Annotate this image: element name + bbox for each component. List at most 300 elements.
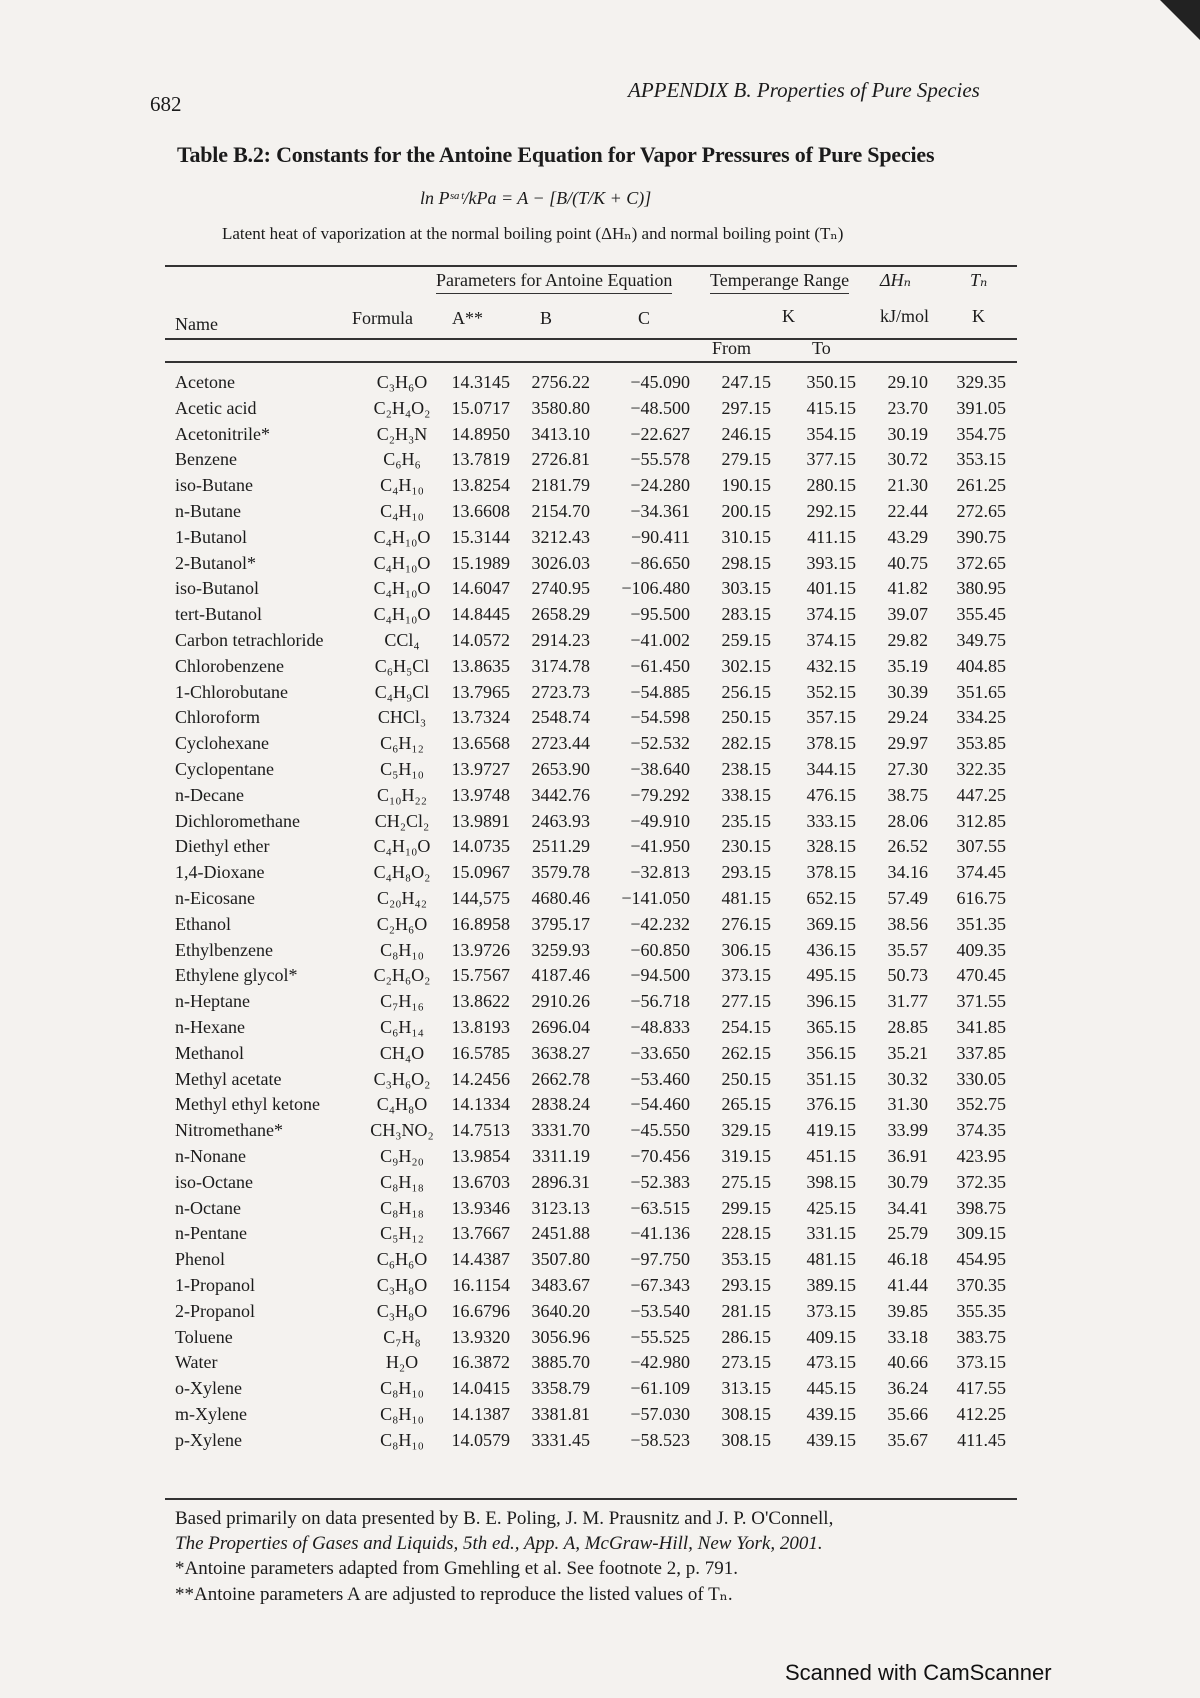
header-b: B <box>540 308 553 328</box>
boiling-point-cell: 355.35 <box>956 1300 1006 1321</box>
boiling-point-cell: 353.85 <box>956 733 1006 754</box>
temp-from-cell: 228.15 <box>721 1223 771 1244</box>
table-row <box>0 862 1200 888</box>
table-row <box>0 553 1200 579</box>
param-a-cell: 13.6568 <box>451 733 510 754</box>
param-b-cell: 2662.78 <box>531 1068 590 1089</box>
param-a-cell: 14.1334 <box>451 1094 510 1115</box>
boiling-point-cell: 412.25 <box>956 1404 1006 1424</box>
formula-cell: C₂H₃N <box>376 423 428 444</box>
param-b-cell: 3640.20 <box>531 1300 590 1321</box>
param-c-cell: −54.460 <box>630 1094 690 1115</box>
param-c-cell: −41.950 <box>630 836 690 857</box>
header-rule <box>165 338 1017 340</box>
header-temp-range-group: Temperange Range <box>710 270 849 294</box>
top-rule <box>165 265 1017 267</box>
formula-cell: CHCl₃ <box>377 707 427 728</box>
param-c-cell: −42.980 <box>630 1352 690 1373</box>
temp-from-cell: 200.15 <box>721 501 771 521</box>
table-row <box>0 733 1200 759</box>
table-row <box>0 1301 1200 1327</box>
delta-h-cell: 25.79 <box>887 1223 928 1244</box>
param-b-cell: 2181.79 <box>531 475 590 496</box>
formula-cell: C₄H₁₀O <box>373 604 431 625</box>
boiling-point-cell: 411.45 <box>957 1429 1006 1450</box>
param-b-cell: 3580.80 <box>531 397 590 418</box>
header-formula: Formula <box>352 308 413 328</box>
temp-from-cell: 338.15 <box>721 784 771 805</box>
boiling-point-cell: 354.75 <box>956 423 1006 444</box>
species-name-cell: n-Decane <box>175 784 244 805</box>
page-number: 682 <box>150 92 182 116</box>
table-row <box>0 1094 1200 1120</box>
boiling-point-cell: 404.85 <box>956 655 1006 676</box>
delta-h-cell: 30.79 <box>887 1171 928 1192</box>
temp-from-cell: 250.15 <box>721 707 771 728</box>
delta-h-cell: 29.24 <box>887 707 928 728</box>
temp-from-cell: 297.15 <box>721 397 771 418</box>
temp-from-cell: 310.15 <box>721 526 771 547</box>
table-row <box>0 449 1200 475</box>
param-c-cell: −24.280 <box>630 475 690 496</box>
species-name-cell: iso-Octane <box>175 1171 253 1192</box>
table-row <box>0 1043 1200 1069</box>
boiling-point-cell: 391.05 <box>956 397 1006 418</box>
header-tn: Tₙ <box>970 270 988 290</box>
temp-from-cell: 256.15 <box>721 681 771 702</box>
param-a-cell: 14.0572 <box>451 630 510 650</box>
temp-to-cell: 415.15 <box>806 397 856 418</box>
param-b-cell: 2896.31 <box>531 1171 590 1192</box>
param-a-cell: 14.1387 <box>451 1404 510 1424</box>
param-b-cell: 3579.78 <box>531 862 590 883</box>
delta-h-cell: 31.30 <box>887 1094 928 1115</box>
formula-cell: C₆H₁₄ <box>380 1017 424 1037</box>
formula-cell: C₅H₁₂ <box>380 1223 424 1244</box>
temp-from-cell: 265.15 <box>721 1094 771 1115</box>
formula-cell: C₈H₁₀ <box>380 939 424 960</box>
species-name-cell: Ethylbenzene <box>175 939 273 960</box>
species-name-cell: 1-Chlorobutane <box>175 681 288 702</box>
param-b-cell: 4680.46 <box>531 888 590 908</box>
temp-from-cell: 329.15 <box>721 1120 771 1141</box>
param-c-cell: −67.343 <box>630 1275 690 1295</box>
param-b-cell: 2154.70 <box>531 501 590 521</box>
formula-cell: C₆H₆O <box>376 1249 428 1270</box>
param-c-cell: −57.030 <box>630 1404 690 1424</box>
param-c-cell: −61.109 <box>630 1378 690 1399</box>
param-a-cell: 16.3872 <box>451 1352 510 1373</box>
temp-from-cell: 262.15 <box>721 1042 771 1063</box>
boiling-point-cell: 616.75 <box>956 888 1006 908</box>
table-row <box>0 1430 1200 1456</box>
temp-from-cell: 259.15 <box>721 630 771 650</box>
param-a-cell: 14.7513 <box>451 1120 510 1141</box>
param-b-cell: 3413.10 <box>531 423 590 444</box>
table-row <box>0 1275 1200 1301</box>
table-row <box>0 398 1200 424</box>
param-c-cell: −60.850 <box>630 939 690 960</box>
temp-from-cell: 281.15 <box>721 1300 771 1321</box>
boiling-point-cell: 371.55 <box>956 991 1006 1012</box>
temp-to-cell: 376.15 <box>806 1094 856 1115</box>
param-b-cell: 2723.73 <box>531 681 590 702</box>
boiling-point-cell: 307.55 <box>956 836 1006 857</box>
temp-to-cell: 378.15 <box>806 862 856 883</box>
species-name-cell: Benzene <box>175 449 237 470</box>
table-row <box>0 527 1200 553</box>
delta-h-cell: 33.99 <box>887 1120 928 1141</box>
delta-h-cell: 36.91 <box>887 1146 928 1166</box>
temp-to-cell: 481.15 <box>806 1249 856 1270</box>
temp-to-cell: 419.15 <box>806 1120 856 1141</box>
formula-cell: H₂O <box>385 1352 419 1373</box>
table-row <box>0 501 1200 527</box>
header-a: A** <box>452 308 483 328</box>
formula-cell: C₈H₁₈ <box>380 1171 424 1192</box>
param-b-cell: 2838.24 <box>531 1094 590 1115</box>
camscanner-watermark: Scanned with CamScanner <box>785 1660 1052 1685</box>
temp-to-cell: 436.15 <box>806 939 856 960</box>
formula-cell: C₆H₅Cl <box>374 655 430 676</box>
param-c-cell: −42.232 <box>630 913 690 934</box>
temp-to-cell: 439.15 <box>806 1404 856 1424</box>
formula-cell: C₂H₄O₂ <box>373 397 431 418</box>
footnote-source-1: Based primarily on data presented by B. E. Poling, J. M. Prausnitz and J. P. O'Connell, <box>175 1508 834 1529</box>
species-name-cell: 2-Butanol* <box>175 552 256 573</box>
boiling-point-cell: 370.35 <box>956 1275 1006 1295</box>
delta-h-cell: 41.44 <box>887 1275 928 1295</box>
boiling-point-cell: 374.45 <box>956 862 1006 883</box>
param-a-cell: 13.7819 <box>451 449 510 470</box>
delta-h-cell: 31.77 <box>887 991 928 1012</box>
boiling-point-cell: 374.35 <box>956 1120 1006 1141</box>
species-name-cell: Nitromethane* <box>175 1120 283 1141</box>
formula-cell: C₄H₈O₂ <box>373 862 431 883</box>
temp-to-cell: 374.15 <box>806 630 856 650</box>
species-name-cell: Acetone <box>175 372 235 392</box>
footnote-source-2: The Properties of Gases and Liquids, 5th ed., App. A, McGraw-Hill, New York, 2001. <box>175 1533 823 1554</box>
param-b-cell: 2463.93 <box>531 810 590 831</box>
boiling-point-cell: 341.85 <box>956 1017 1006 1037</box>
delta-h-cell: 29.10 <box>887 372 928 392</box>
delta-h-cell: 41.82 <box>887 578 928 599</box>
param-b-cell: 3123.13 <box>531 1197 590 1218</box>
temp-from-cell: 293.15 <box>721 862 771 883</box>
species-name-cell: tert-Butanol <box>175 604 262 625</box>
table-row <box>0 1017 1200 1043</box>
param-b-cell: 3885.70 <box>531 1352 590 1373</box>
temp-to-cell: 393.15 <box>806 552 856 573</box>
delta-h-cell: 30.32 <box>887 1068 928 1089</box>
species-name-cell: Acetic acid <box>175 397 257 418</box>
table-row <box>0 424 1200 450</box>
delta-h-cell: 28.06 <box>887 810 928 831</box>
delta-h-cell: 22.44 <box>887 501 928 521</box>
temp-from-cell: 303.15 <box>721 578 771 599</box>
param-b-cell: 2451.88 <box>531 1223 590 1244</box>
temp-to-cell: 373.15 <box>806 1300 856 1321</box>
param-b-cell: 3174.78 <box>531 655 590 676</box>
delta-h-cell: 57.49 <box>887 888 928 908</box>
running-header: APPENDIX B. Properties of Pure Species <box>628 78 980 102</box>
temp-to-cell: 495.15 <box>806 965 856 986</box>
param-a-cell: 14.0579 <box>451 1429 510 1450</box>
temp-to-cell: 425.15 <box>806 1197 856 1218</box>
param-a-cell: 16.5785 <box>451 1042 510 1063</box>
temp-from-cell: 190.15 <box>721 475 771 496</box>
param-c-cell: −94.500 <box>630 965 690 986</box>
temp-from-cell: 298.15 <box>721 552 771 573</box>
delta-h-cell: 29.97 <box>887 733 928 754</box>
param-c-cell: −54.885 <box>630 681 690 702</box>
delta-h-cell: 40.66 <box>887 1352 928 1373</box>
param-b-cell: 3507.80 <box>531 1249 590 1270</box>
header-temp-unit: K <box>782 306 795 326</box>
boiling-point-cell: 322.35 <box>956 759 1006 779</box>
param-a-cell: 14.0415 <box>451 1378 510 1399</box>
param-c-cell: −63.515 <box>630 1197 690 1218</box>
temp-from-cell: 373.15 <box>721 965 771 986</box>
delta-h-cell: 50.73 <box>887 965 928 986</box>
formula-cell: C₈H₁₀ <box>380 1378 424 1399</box>
temp-to-cell: 411.15 <box>807 526 856 547</box>
species-name-cell: Water <box>175 1352 218 1373</box>
param-c-cell: −61.450 <box>630 655 690 676</box>
table-row <box>0 1120 1200 1146</box>
species-name-cell: Dichloromethane <box>175 810 300 831</box>
table-row <box>0 914 1200 940</box>
boiling-point-cell: 398.75 <box>956 1197 1006 1218</box>
formula-cell: C₄H₁₀O <box>373 526 431 547</box>
table-row <box>0 1069 1200 1095</box>
temp-to-cell: 398.15 <box>806 1171 856 1192</box>
header-params-group: Parameters for Antoine Equation <box>436 270 672 294</box>
param-a-cell: 13.8193 <box>451 1017 510 1037</box>
delta-h-cell: 34.41 <box>887 1197 928 1218</box>
param-c-cell: −86.650 <box>630 552 690 573</box>
param-c-cell: −53.460 <box>630 1068 690 1089</box>
param-c-cell: −55.525 <box>630 1326 690 1347</box>
param-b-cell: 3026.03 <box>531 552 590 573</box>
temp-from-cell: 319.15 <box>721 1146 771 1166</box>
param-a-cell: 13.8622 <box>451 991 510 1012</box>
boiling-point-cell: 417.55 <box>956 1378 1006 1399</box>
header-dh-unit: kJ/mol <box>880 306 930 326</box>
param-b-cell: 3331.70 <box>531 1120 590 1141</box>
param-a-cell: 16.8958 <box>451 913 510 934</box>
temp-from-cell: 246.15 <box>721 423 771 444</box>
delta-h-cell: 21.30 <box>887 475 928 496</box>
param-a-cell: 13.9346 <box>451 1197 510 1218</box>
formula-cell: CH₄O <box>379 1042 425 1063</box>
boiling-point-cell: 355.45 <box>956 604 1006 625</box>
species-name-cell: n-Nonane <box>175 1146 246 1166</box>
table-row <box>0 1327 1200 1353</box>
delta-h-cell: 46.18 <box>887 1249 928 1270</box>
param-c-cell: −34.361 <box>630 501 690 521</box>
param-c-cell: −70.456 <box>630 1146 690 1166</box>
species-name-cell: Methyl ethyl ketone <box>175 1094 320 1115</box>
param-c-cell: −54.598 <box>630 707 690 728</box>
param-a-cell: 14.0735 <box>451 836 510 857</box>
delta-h-cell: 23.70 <box>887 397 928 418</box>
boiling-point-cell: 351.65 <box>956 681 1006 702</box>
delta-h-cell: 43.29 <box>887 526 928 547</box>
param-b-cell: 3259.93 <box>531 939 590 960</box>
param-c-cell: −106.480 <box>621 578 690 599</box>
delta-h-cell: 26.52 <box>887 836 928 857</box>
boiling-point-cell: 454.95 <box>956 1249 1006 1270</box>
boiling-point-cell: 352.75 <box>956 1094 1006 1115</box>
temp-from-cell: 277.15 <box>721 991 771 1012</box>
species-name-cell: Ethanol <box>175 913 231 934</box>
table-row <box>0 707 1200 733</box>
param-b-cell: 2658.29 <box>531 604 590 625</box>
param-b-cell: 2653.90 <box>531 759 590 779</box>
formula-cell: C₃H₈O <box>376 1300 428 1321</box>
formula-cell: C₃H₆O₂ <box>373 1068 431 1089</box>
temp-to-cell: 333.15 <box>806 810 856 831</box>
param-a-cell: 14.8445 <box>451 604 510 625</box>
temp-from-cell: 286.15 <box>721 1326 771 1347</box>
species-name-cell: Ethylene glycol* <box>175 965 298 986</box>
formula-cell: C₄H₁₀O <box>373 552 431 573</box>
formula-cell: C₇H₁₆ <box>380 991 424 1012</box>
temp-from-cell: 283.15 <box>721 604 771 625</box>
formula-cell: C₄H₁₀O <box>373 578 431 599</box>
species-name-cell: n-Octane <box>175 1197 241 1218</box>
temp-to-cell: 432.15 <box>806 655 856 676</box>
table-subtitle: Latent heat of vaporization at the normal boiling point (ΔHₙ) and normal boiling point (Tₙ) <box>222 224 844 243</box>
param-b-cell: 2756.22 <box>531 372 590 392</box>
table-row <box>0 656 1200 682</box>
temp-from-cell: 481.15 <box>721 888 771 908</box>
species-name-cell: Chlorobenzene <box>175 655 284 676</box>
temp-from-cell: 273.15 <box>721 1352 771 1373</box>
species-name-cell: p-Xylene <box>175 1429 242 1450</box>
param-a-cell: 13.7965 <box>451 681 510 702</box>
temp-to-cell: 369.15 <box>806 913 856 934</box>
delta-h-cell: 35.19 <box>887 655 928 676</box>
delta-h-cell: 33.18 <box>887 1326 928 1347</box>
formula-cell: C₅H₁₀ <box>380 759 424 779</box>
table-row <box>0 1249 1200 1275</box>
temp-from-cell: 353.15 <box>721 1249 771 1270</box>
species-name-cell: Diethyl ether <box>175 836 270 857</box>
param-c-cell: −97.750 <box>630 1249 690 1270</box>
temp-to-cell: 445.15 <box>806 1378 856 1399</box>
param-c-cell: −41.002 <box>630 630 690 650</box>
scan-corner-shadow <box>1160 0 1200 40</box>
delta-h-cell: 39.07 <box>887 604 928 625</box>
boiling-point-cell: 261.25 <box>956 475 1006 496</box>
temp-to-cell: 352.15 <box>806 681 856 702</box>
table-row <box>0 578 1200 604</box>
param-c-cell: −38.640 <box>630 759 690 779</box>
param-a-cell: 15.1989 <box>451 552 510 573</box>
param-a-cell: 13.9854 <box>451 1146 510 1166</box>
temp-from-cell: 230.15 <box>721 836 771 857</box>
temp-from-cell: 282.15 <box>721 733 771 754</box>
temp-to-cell: 378.15 <box>806 733 856 754</box>
temp-to-cell: 401.15 <box>806 578 856 599</box>
boiling-point-cell: 312.85 <box>956 810 1006 831</box>
temp-from-cell: 275.15 <box>721 1171 771 1192</box>
table-row <box>0 475 1200 501</box>
param-a-cell: 15.0717 <box>451 397 510 418</box>
param-a-cell: 13.7324 <box>451 707 510 728</box>
species-name-cell: n-Heptane <box>175 991 250 1012</box>
temp-from-cell: 293.15 <box>721 1275 771 1295</box>
param-c-cell: −53.540 <box>630 1300 690 1321</box>
delta-h-cell: 35.57 <box>887 939 928 960</box>
param-b-cell: 2740.95 <box>531 578 590 599</box>
param-b-cell: 3358.79 <box>531 1378 590 1399</box>
temp-from-cell: 308.15 <box>721 1429 771 1450</box>
temp-to-cell: 396.15 <box>806 991 856 1012</box>
delta-h-cell: 28.85 <box>887 1017 928 1037</box>
boiling-point-cell: 372.35 <box>956 1171 1006 1192</box>
species-name-cell: iso-Butane <box>175 475 253 496</box>
species-name-cell: n-Butane <box>175 501 241 521</box>
temp-to-cell: 344.15 <box>806 759 856 779</box>
param-c-cell: −90.411 <box>631 526 690 547</box>
param-a-cell: 15.7567 <box>451 965 510 986</box>
delta-h-cell: 38.56 <box>887 913 928 934</box>
formula-cell: C₆H₆ <box>383 449 421 470</box>
species-name-cell: 1-Butanol <box>175 526 247 547</box>
temp-to-cell: 374.15 <box>806 604 856 625</box>
boiling-point-cell: 447.25 <box>956 784 1006 805</box>
param-b-cell: 2696.04 <box>531 1017 590 1037</box>
table-row <box>0 836 1200 862</box>
param-c-cell: −52.383 <box>630 1171 690 1192</box>
boiling-point-cell: 470.45 <box>956 965 1006 986</box>
table-row <box>0 991 1200 1017</box>
param-b-cell: 2910.26 <box>531 991 590 1012</box>
species-name-cell: n-Eicosane <box>175 888 255 908</box>
boiling-point-cell: 353.15 <box>956 449 1006 470</box>
temp-from-cell: 279.15 <box>721 449 771 470</box>
temp-to-cell: 356.15 <box>806 1042 856 1063</box>
boiling-point-cell: 409.35 <box>956 939 1006 960</box>
boiling-point-cell: 334.25 <box>956 707 1006 728</box>
delta-h-cell: 39.85 <box>887 1300 928 1321</box>
temp-to-cell: 389.15 <box>806 1275 856 1295</box>
table-row <box>0 1404 1200 1430</box>
temp-to-cell: 351.15 <box>806 1068 856 1089</box>
boiling-point-cell: 383.75 <box>956 1326 1006 1347</box>
boiling-point-cell: 423.95 <box>956 1146 1006 1166</box>
table-row <box>0 1146 1200 1172</box>
formula-cell: C₄H₈O <box>376 1094 428 1115</box>
param-a-cell: 13.9320 <box>451 1326 510 1347</box>
boiling-point-cell: 390.75 <box>956 526 1006 547</box>
species-name-cell: Carbon tetrachloride <box>175 630 324 650</box>
param-a-cell: 13.9891 <box>451 810 510 831</box>
param-c-cell: −56.718 <box>630 991 690 1012</box>
param-a-cell: 14.6047 <box>451 578 510 599</box>
param-a-cell: 13.7667 <box>451 1223 510 1244</box>
table-row <box>0 1198 1200 1224</box>
antoine-equation: ln Pˢᵃᵗ/kPa = A − [B/(T/K + C)] <box>420 188 652 208</box>
param-c-cell: −95.500 <box>630 604 690 625</box>
formula-cell: C₈H₁₈ <box>380 1197 424 1218</box>
table-row <box>0 372 1200 398</box>
param-c-cell: −45.090 <box>630 372 690 392</box>
delta-h-cell: 30.39 <box>887 681 928 702</box>
